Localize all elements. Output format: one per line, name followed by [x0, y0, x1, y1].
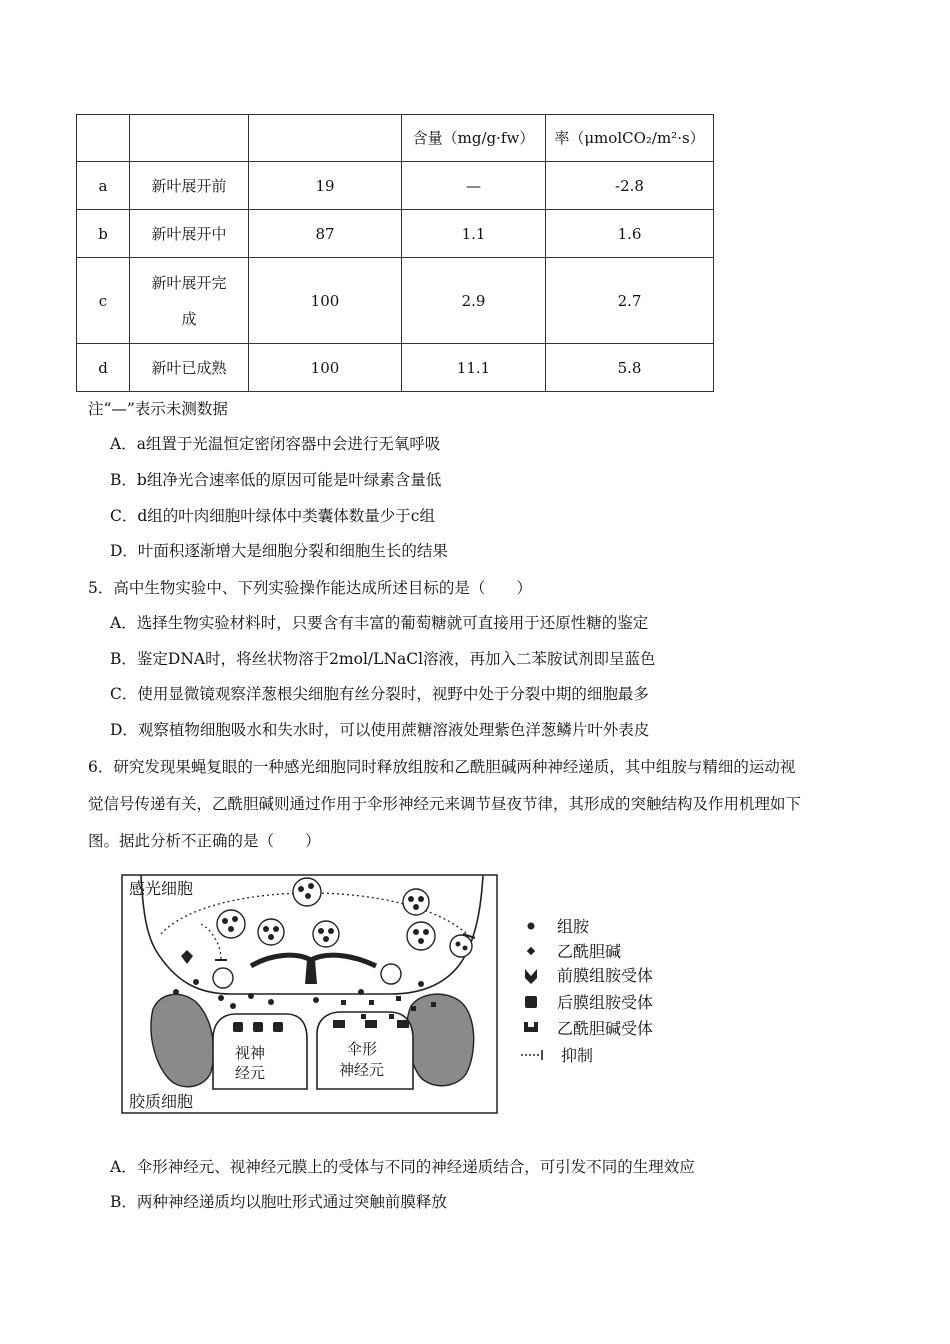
- row-chl: 2.9: [402, 258, 546, 344]
- legend-histamine: 组胺: [557, 917, 590, 936]
- row-rate: 2.7: [546, 258, 714, 344]
- legend-histamine-icon: [528, 923, 535, 930]
- table-note: 注“—”表示未测数据: [88, 400, 228, 418]
- legend-presynaptic-receptor: 前膜组胺受体: [557, 966, 654, 985]
- table-row: [77, 258, 714, 344]
- row-rate: -2.8: [546, 162, 714, 210]
- row-chl: 1.1: [402, 210, 546, 258]
- synapse-diagram: [121, 874, 681, 1116]
- row-rate: 5.8: [546, 344, 714, 392]
- data-table: [76, 114, 714, 392]
- label-umbrella-neuron-1: 伞形: [347, 1040, 378, 1058]
- row-area: 100: [249, 258, 402, 344]
- q4-option-d: D．叶面积逐渐增大是细胞分裂和细胞生长的结果: [110, 542, 448, 560]
- row-id: a: [77, 162, 130, 210]
- q5-option-c: C．使用显微镜观察洋葱根尖细胞有丝分裂时，视野中处于分裂中期的细胞最多: [110, 685, 649, 703]
- header-cell: [130, 115, 249, 162]
- t-bar-stem: [305, 960, 317, 984]
- q6-option-b: B．两种神经递质均以胞吐形式通过突触前膜释放: [110, 1193, 447, 1211]
- glial-cell-right: [407, 994, 474, 1086]
- label-optic-neuron-1: 视神: [235, 1044, 266, 1062]
- q5-option-d: D．观察植物细胞吸水和失水时，可以使用蔗糖溶液处理紫色洋葱鳞片叶外表皮: [110, 721, 650, 739]
- row-id: b: [77, 210, 130, 258]
- legend: [521, 917, 653, 1065]
- table-row: [77, 210, 714, 258]
- legend-ach-receptor-icon: [524, 1022, 538, 1032]
- row-chl: 11.1: [402, 344, 546, 392]
- header-cell: [249, 115, 402, 162]
- header-rate: 率（μmolCO₂/m²·s）: [546, 115, 714, 162]
- label-photoreceptor: 感光细胞: [129, 879, 194, 898]
- q5-option-a: A．选择生物实验材料时，只要含有丰富的葡萄糖就可直接用于还原性糖的鉴定: [110, 614, 649, 632]
- row-stage: [130, 258, 249, 344]
- legend-acetylcholine-icon: [527, 947, 535, 955]
- label-glial: 胶质细胞: [129, 1092, 194, 1111]
- q4-option-b: B．b组净光合速率低的原因可能是叶绿素含量低: [110, 471, 442, 489]
- row-area: 19: [249, 162, 402, 210]
- q4-option-a: A．a组置于光温恒定密闭容器中会进行无氧呼吸: [110, 435, 441, 453]
- label-optic-neuron-2: 经元: [235, 1064, 266, 1082]
- legend-postsynaptic-receptor-icon: [525, 996, 537, 1008]
- q6-stem-line: 6．研究发现果蝇复眼的一种感光细胞同时释放组胺和乙酰胆碱两种神经递质，其中组胺与精细的运动视: [88, 758, 796, 776]
- row-area: 87: [249, 210, 402, 258]
- row-id: d: [77, 344, 130, 392]
- legend-acetylcholine: 乙酰胆碱: [557, 942, 622, 961]
- row-chl: —: [402, 162, 546, 210]
- legend-postsynaptic-receptor: 后膜组胺受体: [557, 993, 654, 1012]
- legend-inhibit: 抑制: [561, 1046, 594, 1065]
- label-umbrella-neuron-2: 神经元: [339, 1061, 385, 1079]
- header-chlorophyll: 含量（mg/g·fw）: [402, 115, 546, 162]
- row-stage: 新叶展开中: [130, 210, 249, 258]
- q5-stem: 5．高中生物实验中、下列实验操作能达成所述目标的是（ ）: [88, 579, 532, 597]
- row-stage-line1: 新叶展开完: [151, 273, 227, 292]
- header-cell: [77, 115, 130, 162]
- legend-ach-receptor: 乙酰胆碱受体: [557, 1019, 654, 1038]
- q6-stem-line: 图。据此分析不正确的是（ ）: [88, 832, 321, 850]
- acetylcholine-receptors: [333, 1020, 409, 1028]
- row-rate: 1.6: [546, 210, 714, 258]
- row-id: c: [77, 258, 130, 344]
- q5-option-b: B．鉴定DNA时，将丝状物溶于2mol/LNaCl溶液，再加入二苯胺试剂即呈蓝色: [110, 650, 656, 668]
- q4-option-c: C．d组的叶肉细胞叶绿体中类囊体数量少于c组: [110, 507, 435, 525]
- row-stage: 新叶已成熟: [130, 344, 249, 392]
- row-area: 100: [249, 344, 402, 392]
- row-stage-line2: 成: [181, 309, 197, 328]
- q6-stem-line: 觉信号传递有关，乙酰胆碱则通过作用于伞形神经元来调节昼夜节律，其形成的突触结构及作用机理如下: [88, 795, 802, 813]
- table-row: [77, 344, 714, 392]
- table-row: [77, 162, 714, 210]
- row-stage: 新叶展开前: [130, 162, 249, 210]
- legend-presynaptic-receptor-icon: [525, 969, 537, 984]
- q6-option-a: A．伞形神经元、视神经元膜上的受体与不同的神经递质结合，可引发不同的生理效应: [110, 1158, 695, 1176]
- postsynaptic-histamine-receptors: [233, 1022, 283, 1032]
